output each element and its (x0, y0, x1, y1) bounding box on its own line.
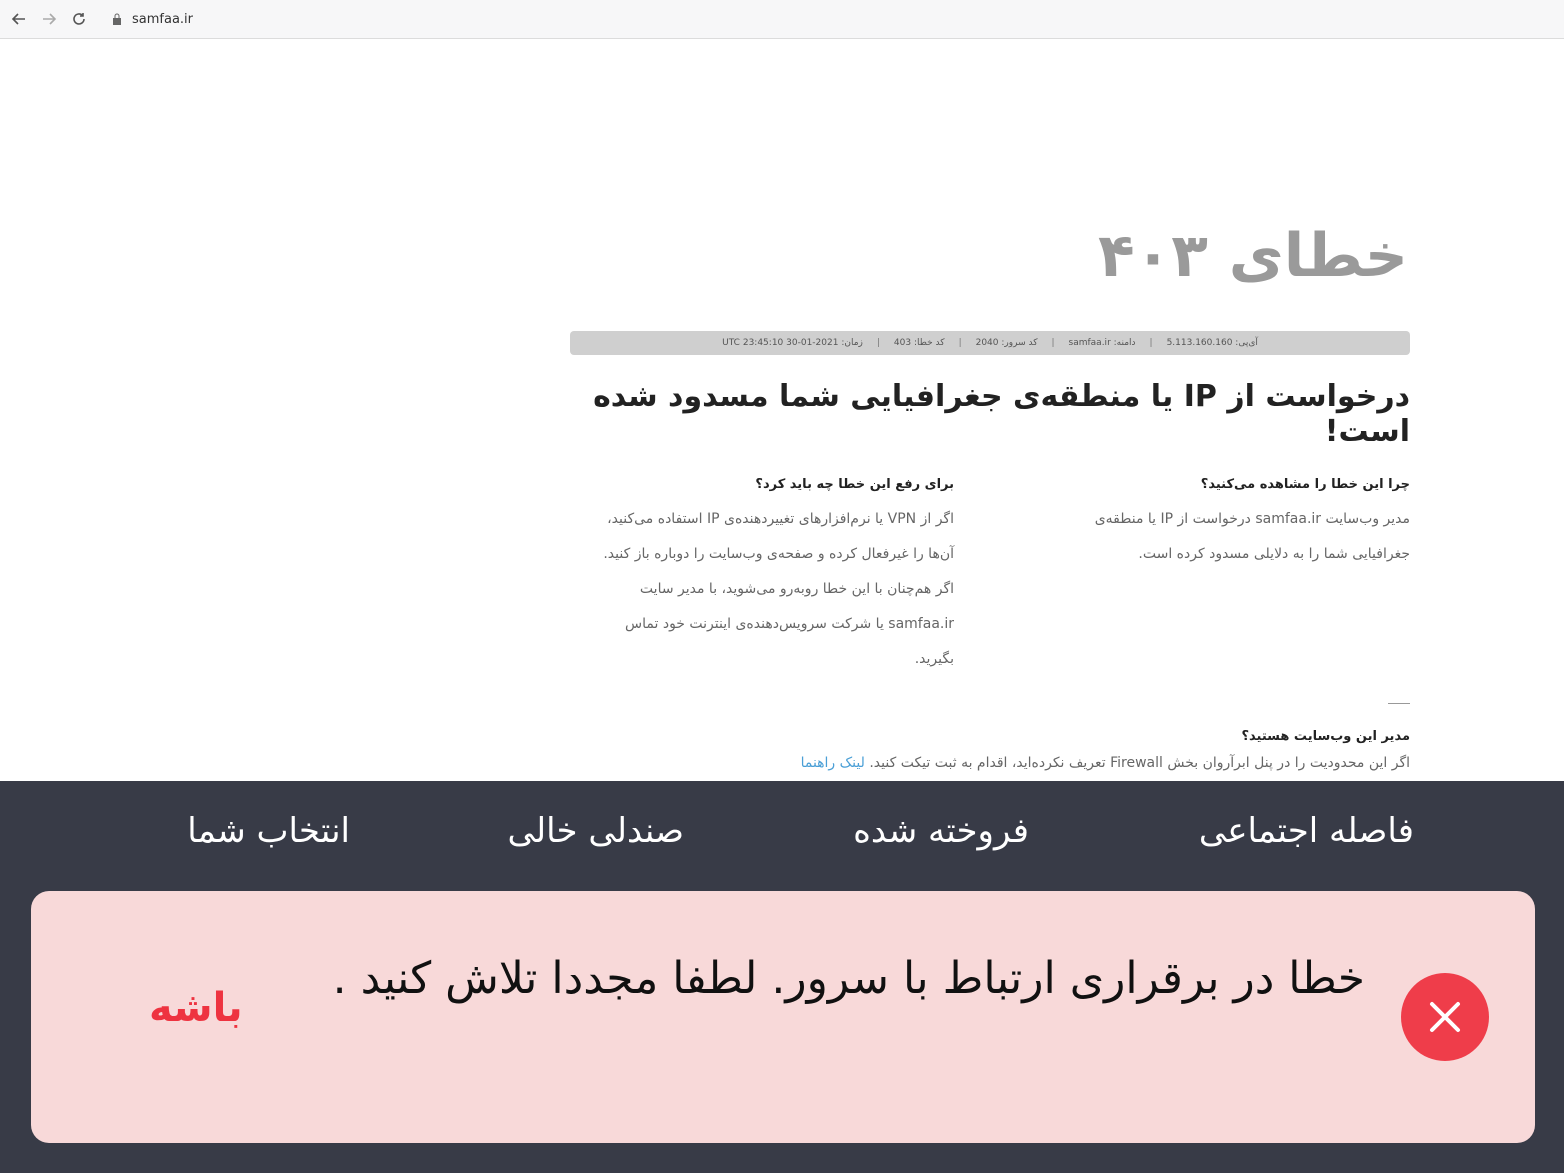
legend-social-distance: فاصله اجتماعی (1198, 811, 1414, 851)
info-time: زمان: 2021-01-30 23:45:10 UTC (722, 338, 863, 348)
ok-button[interactable]: باشه (149, 985, 243, 1031)
admin-note (801, 755, 1410, 771)
why-section (1040, 477, 1410, 572)
lock-icon (112, 13, 122, 25)
info-separator: | (1149, 338, 1153, 348)
address-bar[interactable] (112, 12, 193, 27)
arrow-left-icon[interactable] (8, 8, 30, 30)
info-server-code: کد سرور: 2040 (975, 338, 1038, 348)
admin-question: مدیر این وب‌سایت هستید؟ (1241, 729, 1410, 744)
fix-body: اگر از VPN یا نرم‌افزارهای تغییردهنده‌ی IP استفاده می‌کنید، آن‌ها را غیرفعال کرده و صفحه‌ی وب‌سایت را دوباره باز کنید. اگر هم‌چنان با این خطا روبه‌رو می‌شوید، با مدیر سایت samfaa.ir یا شرکت سرویس‌دهنده‌ی اینترنت خود تماس بگیرید. (603, 511, 954, 667)
page-headline: درخواست از IP یا منطقه‌ی جغرافیایی شما مسدود شده است! (593, 379, 1410, 449)
reload-icon[interactable] (68, 8, 90, 30)
info-domain: دامنه: samfaa.ir (1068, 338, 1136, 348)
fix-heading: برای رفع این خطا چه باید کرد؟ (755, 477, 954, 492)
info-separator: | (1051, 338, 1055, 348)
browser-toolbar (0, 0, 1564, 39)
error-toast (31, 891, 1535, 1143)
error-page (0, 39, 1564, 781)
url-text: samfaa.ir (132, 11, 194, 27)
legend-empty-seat: صندلی خالی (507, 811, 684, 851)
why-heading: چرا این خطا را مشاهده می‌کنید؟ (1200, 477, 1410, 492)
toast-message: خطا در برقراری ارتباط با سرور. لطفا مجددا تلاش کنید . (332, 953, 1365, 1004)
guide-link[interactable]: لینک راهنما (800, 755, 865, 771)
legend-your-selection: انتخاب شما (187, 811, 350, 851)
info-separator: | (876, 338, 880, 348)
info-bar (570, 331, 1410, 355)
info-ip: آی‌پی: 5.113.160.160 (1166, 338, 1258, 348)
admin-note-text: اگر این محدودیت را در پنل ابرآروان بخش Firewall تعریف نکرده‌اید، اقدام به ثبت تیکت کنید. (869, 755, 1410, 771)
why-body: مدیر وب‌سایت samfaa.ir درخواست از IP یا منطقه‌ی جغرافیایی شما را به دلایلی مسدود کرده است. (1094, 511, 1410, 562)
info-separator: | (958, 338, 962, 348)
info-error-code: کد خطا: 403 (893, 338, 945, 348)
fix-section (584, 477, 954, 677)
close-icon[interactable] (1401, 973, 1489, 1061)
error-title: خطای ۴۰۳ (1098, 221, 1408, 291)
divider (1388, 703, 1410, 704)
arrow-right-icon[interactable] (38, 8, 60, 30)
legend-sold: فروخته شده (853, 811, 1029, 851)
